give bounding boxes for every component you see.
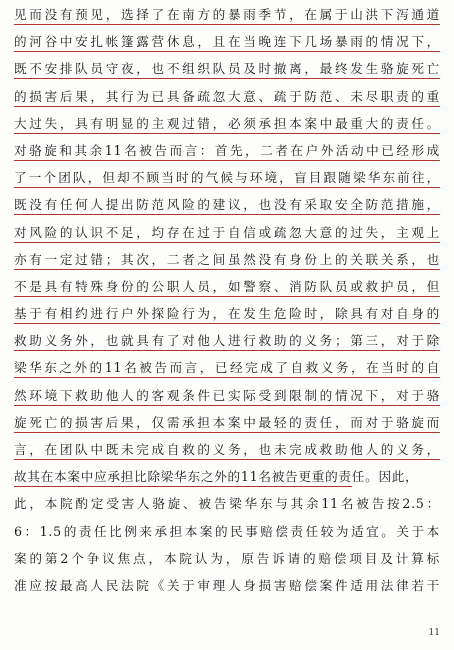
text-line-7 <box>14 169 440 196</box>
text-line-15-content: 然环境下救助他人的客观条件已实际受到限制的情况下，对于骆 <box>14 387 440 403</box>
text-line-10-content: 亦有一定过错；其次，二者之间虽然没有身份上的关联关系，也 <box>14 251 440 267</box>
text-line-18 <box>14 468 440 495</box>
text-line-3-content: 既不安排队员守夜，也不组织队员及时撤离，最终发生骆旋死亡 <box>14 61 440 77</box>
text-line-4 <box>14 88 440 115</box>
text-line-2 <box>14 33 440 60</box>
text-line-12-content: 基于有相约进行户外探险行为，在发生危险时，除具有对自身的 <box>14 306 440 322</box>
text-line-12 <box>14 305 440 332</box>
text-line-7-content: 了一个团队，但却不顾当时的气候与环境，盲目跟随梁华东前往， <box>14 170 440 186</box>
text-line-1-content: 见而没有预见，选择了在南方的暴雨季节，在属于山洪下泻通道 <box>14 7 440 22</box>
text-line-16-content: 旋死亡的损害后果，仅需承担本案中最轻的责任，而对于骆旋而 <box>14 414 440 430</box>
text-line-20-content: 6：1.5的责任比例来承担本案的民事赔偿责任较为适宜。关于本 <box>14 523 440 539</box>
text-line-11-content: 不是具有特殊身份的公职人员，如警察、消防队员或救护员，但 <box>14 278 440 294</box>
text-line-2-content: 的河谷中安扎帐篷露营休息，且在当晚连下几场暴雨的情况下， <box>14 34 440 50</box>
text-line-10 <box>14 251 440 278</box>
text-line-14 <box>14 359 440 386</box>
body-text <box>14 6 440 604</box>
text-line-11 <box>14 278 440 305</box>
text-line-22 <box>14 577 440 604</box>
text-line-8-content: 既没有任何人提出防范风险的建议，也没有采取安全防范措施， <box>14 197 440 213</box>
text-line-5 <box>14 115 440 142</box>
text-line-17 <box>14 441 440 468</box>
text-line-9-content: 对风险的认识不足，均存在过于自信或疏忽大意的过失，主观上 <box>14 224 440 240</box>
text-line-13-content: 救助义务外，也就具有了对他人进行救助的义务；第三，对于除 <box>14 333 440 349</box>
red-underline-segment <box>14 486 352 487</box>
text-line-16 <box>14 414 440 441</box>
text-line-4-content: 的损害后果，其行为已具备疏忽大意、疏于防范、未尽职责的重 <box>14 88 440 104</box>
text-line-15 <box>14 387 440 414</box>
text-line-5-content: 大过失，具有明显的主观过错，必须承担本案中最重大的责任。 <box>14 115 440 131</box>
text-line-17-content: 言，在团队中既未完成自救的义务，也未完成救助他人的义务， <box>14 442 440 457</box>
text-line-22-content: 准应按最高人民法院《关于审理人身损害赔偿案件适用法律若干 <box>14 577 440 593</box>
text-line-9 <box>14 224 440 251</box>
text-line-6 <box>14 142 440 169</box>
text-line-1 <box>14 6 440 33</box>
page-number: 11 <box>428 628 440 638</box>
text-line-18-content: 故其在本案中应承担比除梁华东之外的11名被告更重的责任。因此， <box>14 469 419 485</box>
text-line-20 <box>14 523 440 550</box>
text-line-6-content: 对骆旋和其余11名被告而言：首先，二者在户外活动中已经形成 <box>14 142 440 158</box>
text-line-21 <box>14 550 440 577</box>
text-line-21-content: 案的第2个争议焦点，本院认为，原告诉请的赔偿项目及计算标 <box>14 550 440 566</box>
text-line-8 <box>14 196 440 223</box>
text-line-19-content: 此，本院酌定受害人骆旋、被告梁华东与其余11名被告按2.5： <box>14 496 440 512</box>
text-line-19 <box>14 495 440 522</box>
text-line-14-content: 梁华东之外的11名被告而言，已经完成了自救义务，在当时的自 <box>14 360 440 376</box>
text-line-13 <box>14 332 440 359</box>
text-line-3 <box>14 60 440 87</box>
